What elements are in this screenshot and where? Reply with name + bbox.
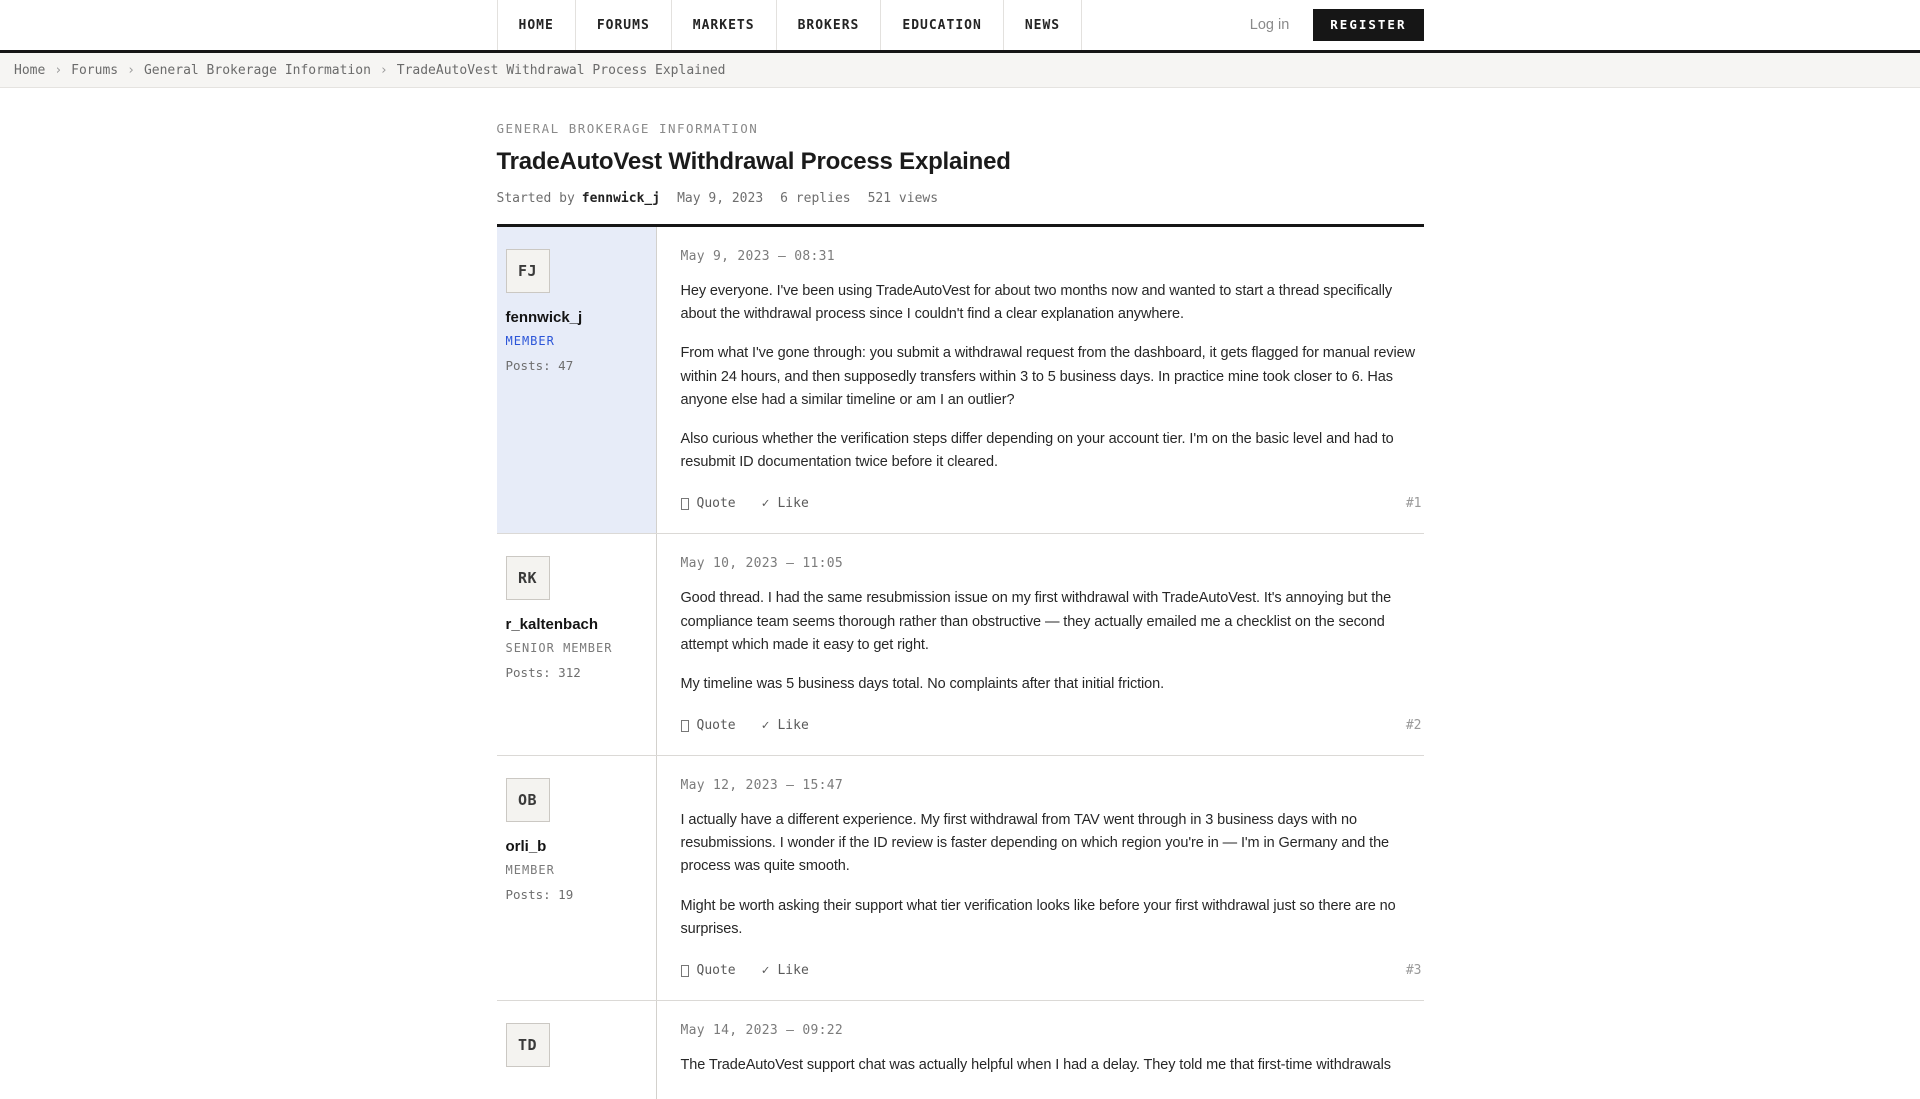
post-paragraph: My timeline was 5 business days total. No complaints after that initial friction. [680,675,1164,692]
started-by-label: Started by [496,191,575,206]
breadcrumb-item-current-thread: TradeAutoVest Withdrawal Process Explained [396,62,726,78]
nav-item-brokers[interactable]: BROKERS [776,0,881,50]
breadcrumb-separator-icon: › [379,62,388,78]
nav-item-markets[interactable]: MARKETS [671,0,776,50]
post-paragraph: Hey everyone. I've been using TradeAutoVest for about two months now and wanted to start a thread specifically about the withdrawal process since I couldn't find a clear explanation anywhere. [680,283,1393,323]
post-count: Posts: 19 [505,887,574,903]
avatar[interactable]: TD [506,1023,550,1067]
post-author-panel [497,534,657,755]
avatar[interactable]: OB [506,778,550,822]
thread-author-link[interactable]: fennwick_j [581,191,661,206]
breadcrumb [0,53,1920,88]
avatar[interactable]: FJ [506,249,550,293]
reply-count: 6 replies [780,191,851,206]
post-timestamp: May 9, 2023 — 08:31 [680,249,835,264]
thread-category-label[interactable]: GENERAL BROKERAGE INFORMATION [496,121,759,136]
check-icon: ✓ [761,496,770,512]
post-timestamp: May 12, 2023 — 15:47 [680,778,844,794]
breadcrumb-item-forums[interactable]: Forums [71,62,119,78]
post-row-1 [497,227,1424,533]
check-icon: ✓ [761,963,770,978]
post-author-panel [497,227,657,533]
main-nav [497,0,1083,50]
post-author-panel [497,1001,657,1099]
post-body [681,280,1422,474]
thread-date: May 9, 2023 [677,191,764,206]
post-paragraph: Also curious whether the verification steps differ depending on your account tier. I'm on the basic level and had to resubmit ID documentation twice before it cleared. [680,430,1394,471]
post-author-panel [497,756,657,1000]
nav-item-education[interactable]: EDUCATION [880,0,1002,50]
member-badge: SENIOR MEMBER [505,641,613,656]
quote-icon [681,498,689,510]
nav-item-home[interactable]: HOME [497,0,575,50]
thread-meta [497,191,1424,206]
breadcrumb-item-category[interactable]: General Brokerage Information [143,62,371,78]
like-button[interactable]: ✓ Like [761,496,809,512]
member-badge: MEMBER [505,863,555,878]
avatar[interactable]: RK [506,556,550,600]
post-footer [681,718,1422,733]
post-timestamp: May 14, 2023 — 09:22 [680,1023,844,1038]
post-row-3 [497,755,1424,1000]
auth-area [1250,9,1424,42]
register-button[interactable]: REGISTER [1313,9,1423,42]
post-paragraph: Might be worth asking their support what tier verification looks like before your first withdrawal just so there are no surprises. [680,897,1396,937]
quote-button[interactable]: Quote [681,718,736,733]
thread-header [497,88,1424,227]
view-count: 521 views [867,191,939,206]
quote-icon [681,720,689,732]
member-badge: MEMBER [505,334,555,348]
thread-page [497,88,1424,1099]
post-number-link[interactable]: #3 [1405,963,1422,978]
post-count: Posts: 312 [505,665,581,681]
post-body [681,587,1422,696]
nav-item-news[interactable]: NEWS [1003,0,1082,50]
post-paragraph: From what I've gone through: you submit a withdrawal request from the dashboard, it gets flagged for manual review within 24 hours, and then supposedly transfers within 3 to 5 business days. In practice mine took closer to 6. Has anyone else had a similar timeline or am I an outlier? [680,345,1415,408]
post-count: Posts: 47 [505,358,574,373]
header-inner [497,0,1424,50]
post-body [681,809,1422,941]
post-paragraph: The TradeAutoVest support chat was actually helpful when I had a delay. They told me that first-time withdrawals [680,1057,1391,1073]
check-icon: ✓ [761,718,770,734]
quote-button[interactable]: Quote [681,963,736,978]
site-header [0,0,1920,53]
quote-button[interactable]: Quote [681,496,736,511]
breadcrumb-separator-icon: › [127,62,135,78]
breadcrumb-separator-icon: › [54,62,63,78]
like-button[interactable]: ✓ Like [761,963,809,978]
post-content [657,227,1424,533]
post-number-link[interactable]: #1 [1405,496,1422,512]
like-button[interactable]: ✓ Like [761,718,809,734]
username-link[interactable]: fennwick_j [505,309,583,326]
post-footer [681,496,1422,511]
page-title: TradeAutoVest Withdrawal Process Explained [496,148,1011,175]
post-content [657,756,1424,1000]
post-row-2 [497,533,1424,755]
login-link[interactable]: Log in [1249,17,1290,33]
username-link[interactable]: orli_b [505,838,547,856]
post-timestamp: May 10, 2023 — 11:05 [680,556,844,572]
post-footer [681,963,1422,978]
post-body [681,1054,1422,1077]
nav-item-forums[interactable]: FORUMS [575,0,671,50]
post-paragraph: Good thread. I had the same resubmission issue on my first withdrawal with TradeAutoVest. It's annoying but the compliance team seems thorough rather than obstructive — they actually emailed me a checklist on the second attempt which made it easy to get right. [680,590,1392,653]
post-paragraph: I actually have a different experience. My first withdrawal from TAV went through in 3 business days with no resubmissions. I wonder if the ID review is faster depending on which region you're in — I'm in Germany and the process was quite smooth. [680,812,1390,875]
username-link[interactable]: r_kaltenbach [505,616,599,634]
breadcrumb-item-home[interactable]: Home [14,62,46,78]
post-content [657,1001,1424,1099]
post-number-link[interactable]: #2 [1405,718,1422,734]
post-row-4 [497,1000,1424,1099]
post-content [657,534,1424,755]
quote-icon [681,965,689,977]
